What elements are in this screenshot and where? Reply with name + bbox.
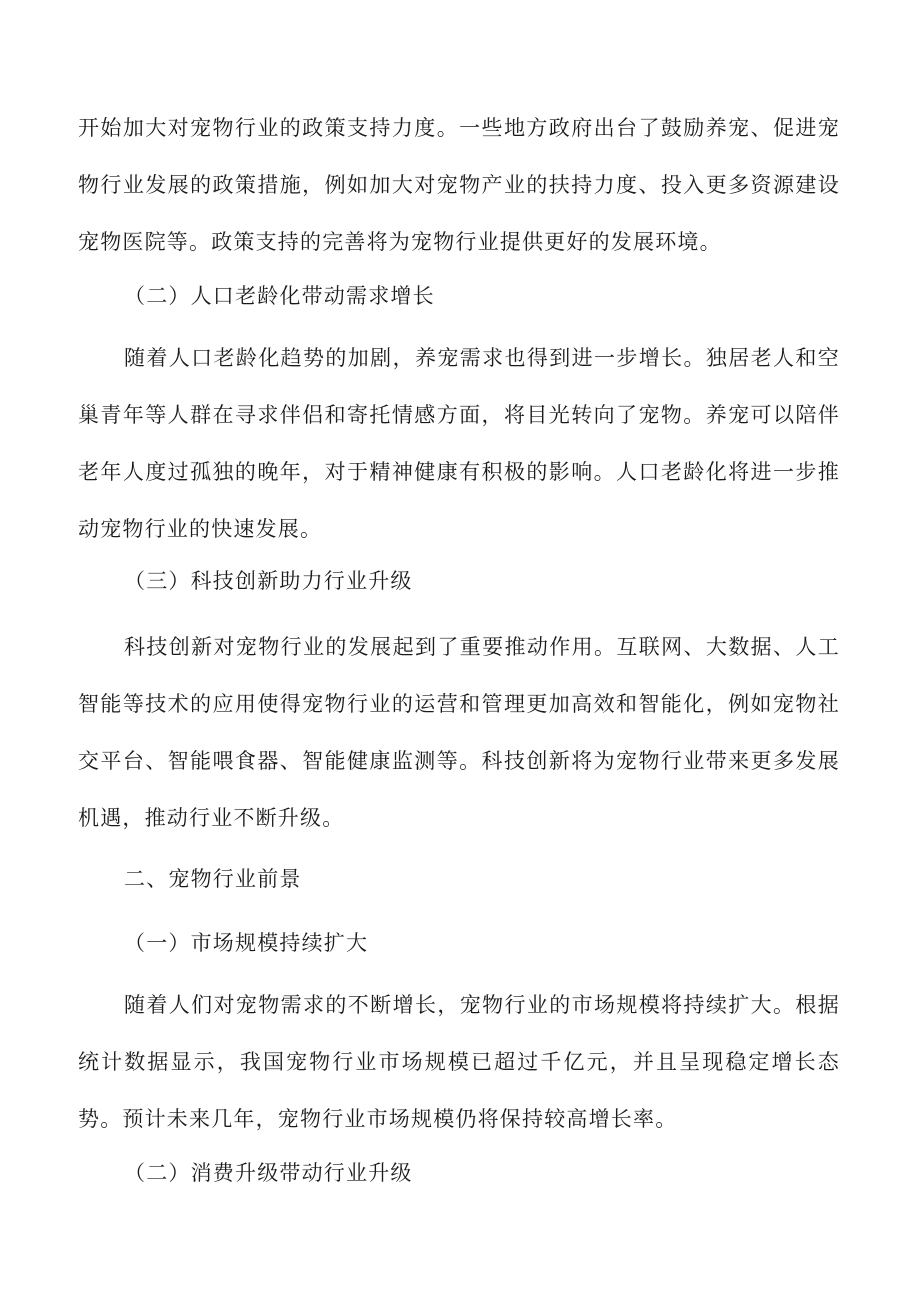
heading-aging-demand: （二）人口老龄化带动需求增长 <box>124 284 435 308</box>
paragraph-market-scale: 随着人们对宠物需求的不断增长，宠物行业的市场规模将持续扩大。根据统计数据显示，我国宠物行业市场规模已超过千亿元，并且呈现稳定增长态势。预计未来几年，宠物行业市场规模仍将保持较高增长率。 <box>78 993 840 1131</box>
paragraph-aging-demand: 随着人口老龄化趋势的加剧，养宠需求也得到进一步增长。独居老人和空巢青年等人群在寻求伴侣和寄托情感方面，将目光转向了宠物。养宠可以陪伴老年人度过孤独的晚年，对于精神健康有积极的影响。人口老龄化将进一步推动宠物行业的快速发展。 <box>78 346 840 541</box>
paragraph-policy-support: 开始加大对宠物行业的政策支持力度。一些地方政府出台了鼓励养宠、促进宠物行业发展的政策措施，例如加大对宠物产业的扶持力度、投入更多资源建设宠物医院等。政策支持的完善将为宠物行业提供更好的发展环境。 <box>78 116 840 254</box>
heading-tech-innovation: （三）科技创新助力行业升级 <box>124 569 413 593</box>
paragraph-tech-innovation: 科技创新对宠物行业的发展起到了重要推动作用。互联网、大数据、人工智能等技术的应用使得宠物行业的运营和管理更加高效和智能化，例如宠物社交平台、智能喂食器、智能健康监测等。科技创新将为宠物行业带来更多发展机遇，推动行业不断升级。 <box>78 635 840 830</box>
heading-market-scale: （一）市场规模持续扩大 <box>124 931 369 955</box>
section-title-industry-prospect: 二、宠物行业前景 <box>124 867 302 891</box>
heading-consumption-upgrade: （二）消费升级带动行业升级 <box>124 1161 413 1185</box>
